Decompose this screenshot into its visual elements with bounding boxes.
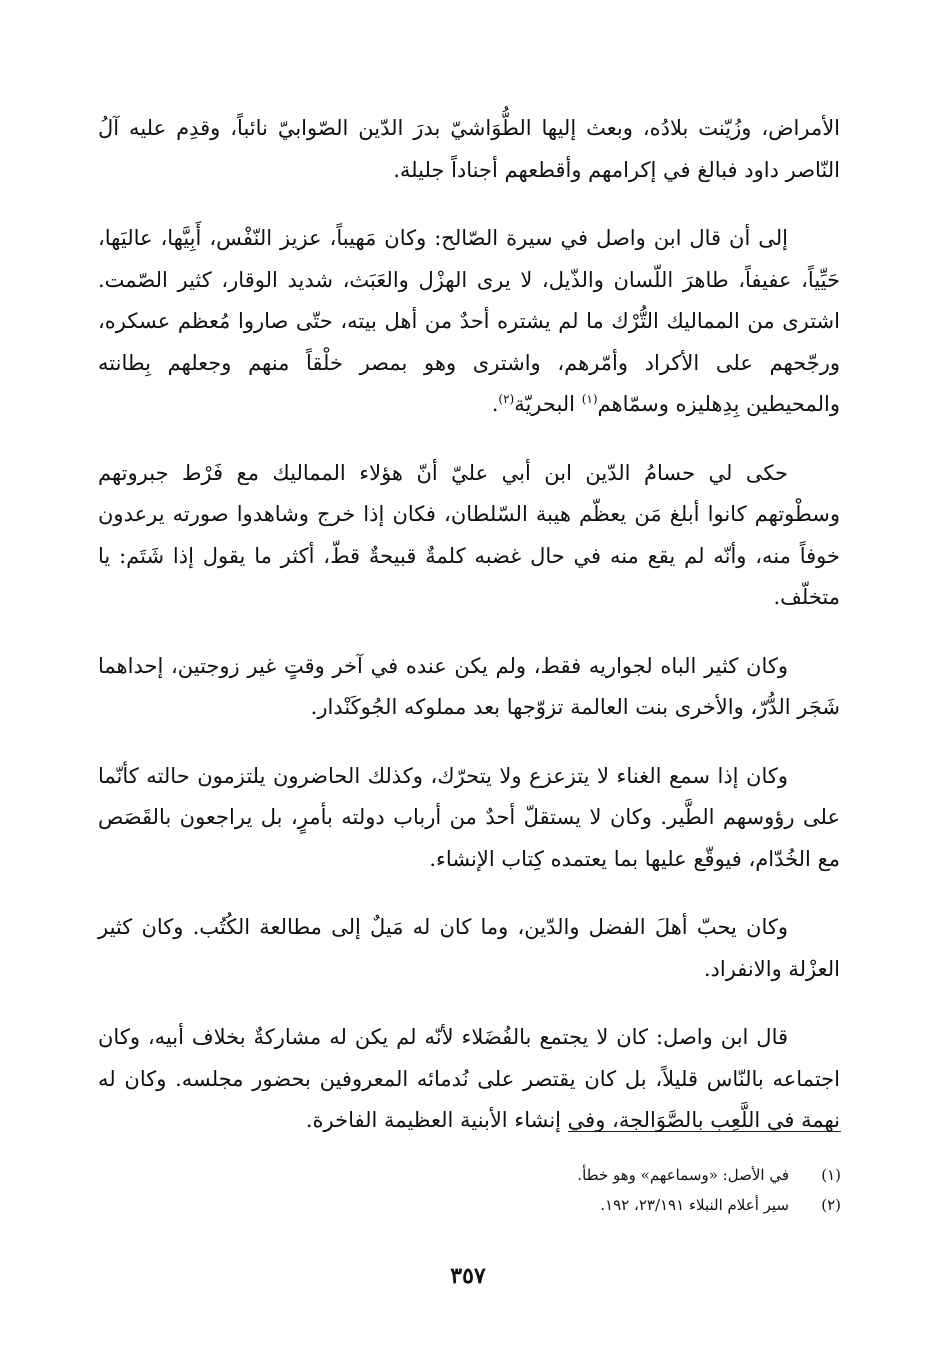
paragraph-2-period: . (491, 392, 499, 416)
main-text (98, 108, 840, 1169)
footnote-1 (400, 1160, 841, 1190)
paragraph-4: وكان كثير الباه لجواريه فقط، ولم يكن عنده في آخر وقتٍ غير زوجتين، إحداهما شَجَر الدُّرّ، والأخرى بنت العالمة تزوّجها بعد مملوكه الجُوكَنْدار. (98, 653, 840, 719)
paragraph-2-text: إلى أن قال ابن واصل في سيرة الصّالح: وكان مَهيباً، عزيز النّفْس، أَبِيَّها، عاليَها، حَيِّياً، عفيفاً، طاهرَ اللّسان والذّيل، لا يرى الهزْل والعَبَث، شديد الوقار، كثير الصّمت. اشترى من المماليك التُّرْك ما لم يشتره أحدٌ من أهل بيته، حتّى صاروا مُعظم عسكره، ورجّحهم على الأكراد وأمّرهم، واشترى وهو بمصر خلْقاً منهم وجعلهم بِطانته والمحيطين بِدِهليزه وسمّاهم (98, 226, 840, 416)
paragraph-3: حكى لي حسامُ الدّين ابن أبي عليّ أنّ هؤلاء المماليك مع فَرْط جبروتهم وسطْوتهم كانوا أبلغ مَن يعظّم هيبة السّلطان، فكان إذا خرج وشاهدوا صورته يرعدون خوفاً منه، وأنّه لم يقع منه في حال غضبه كلمةٌ قبيحةٌ قطّ، أكثر ما يقول إذا شَتَم: يا متخلّف. (98, 460, 840, 609)
paragraph-2-tail: البحريّة (514, 392, 582, 416)
paragraph-7: قال ابن واصل: كان لا يجتمع بالفُضَلاء لأنّه لم يكن له مشاركةٌ بخلاف أبيه، وكان اجتماعه بالنّاس قليلاً، بل كان يقتصر على نُدمائه المعروفين بحضور مجلسه. وكان له نهمة في اللَّعِب بالصَّوَالجة، وفي إنشاء الأبنية العظيمة الفاخرة. (98, 1025, 840, 1132)
paragraph-5: وكان إذا سمع الغناء لا يتزعزع ولا يتحرّك، وكذلك الحاضرون يلتزمون حالته كأنّما على رؤوسهم الطَّير. وكان لا يستقلّ أحدٌ من أرباب دولته بأمرٍ، بل يراجعون بالقَصَص مع الخُدّام، فيوقّع عليها بما يعتمده كِتاب الإنشاء. (98, 763, 840, 871)
footnotes (400, 1160, 841, 1220)
paragraph-6: وكان يحبّ أهلَ الفضل والدّين، وما كان له مَيلٌ إلى مطالعة الكُتُب. وكان كثير العزْلة والانفراد. (98, 915, 840, 981)
page-number: ٣٥٧ (450, 1263, 486, 1289)
paragraph-1: الأمراض، وزُيّنت بلادُه، وبعث إليها الطُّوَاشيّ بدرَ الدّين الصّوابيّ نائباً، وقدِم عليه آلُ النّاصر داود فبالغ في إكرامهم وأقطعهم أجناداً جليلة. (98, 116, 840, 182)
footnote-text: في الأصل: «وسماعهم» وهو خطأ. (577, 1166, 789, 1184)
paragraph-2 (98, 218, 840, 426)
footnote-ref-1: (١) (581, 392, 598, 406)
footnote-separator (568, 1131, 841, 1132)
footnote-text: سير أعلام النبلاء ٢٣/١٩١، ١٩٢. (600, 1196, 789, 1214)
footnote-2 (400, 1190, 841, 1220)
footnote-number: (١) (821, 1166, 841, 1184)
footnote-number: (٢) (821, 1196, 841, 1214)
footnote-ref-2: (٢) (498, 392, 515, 406)
